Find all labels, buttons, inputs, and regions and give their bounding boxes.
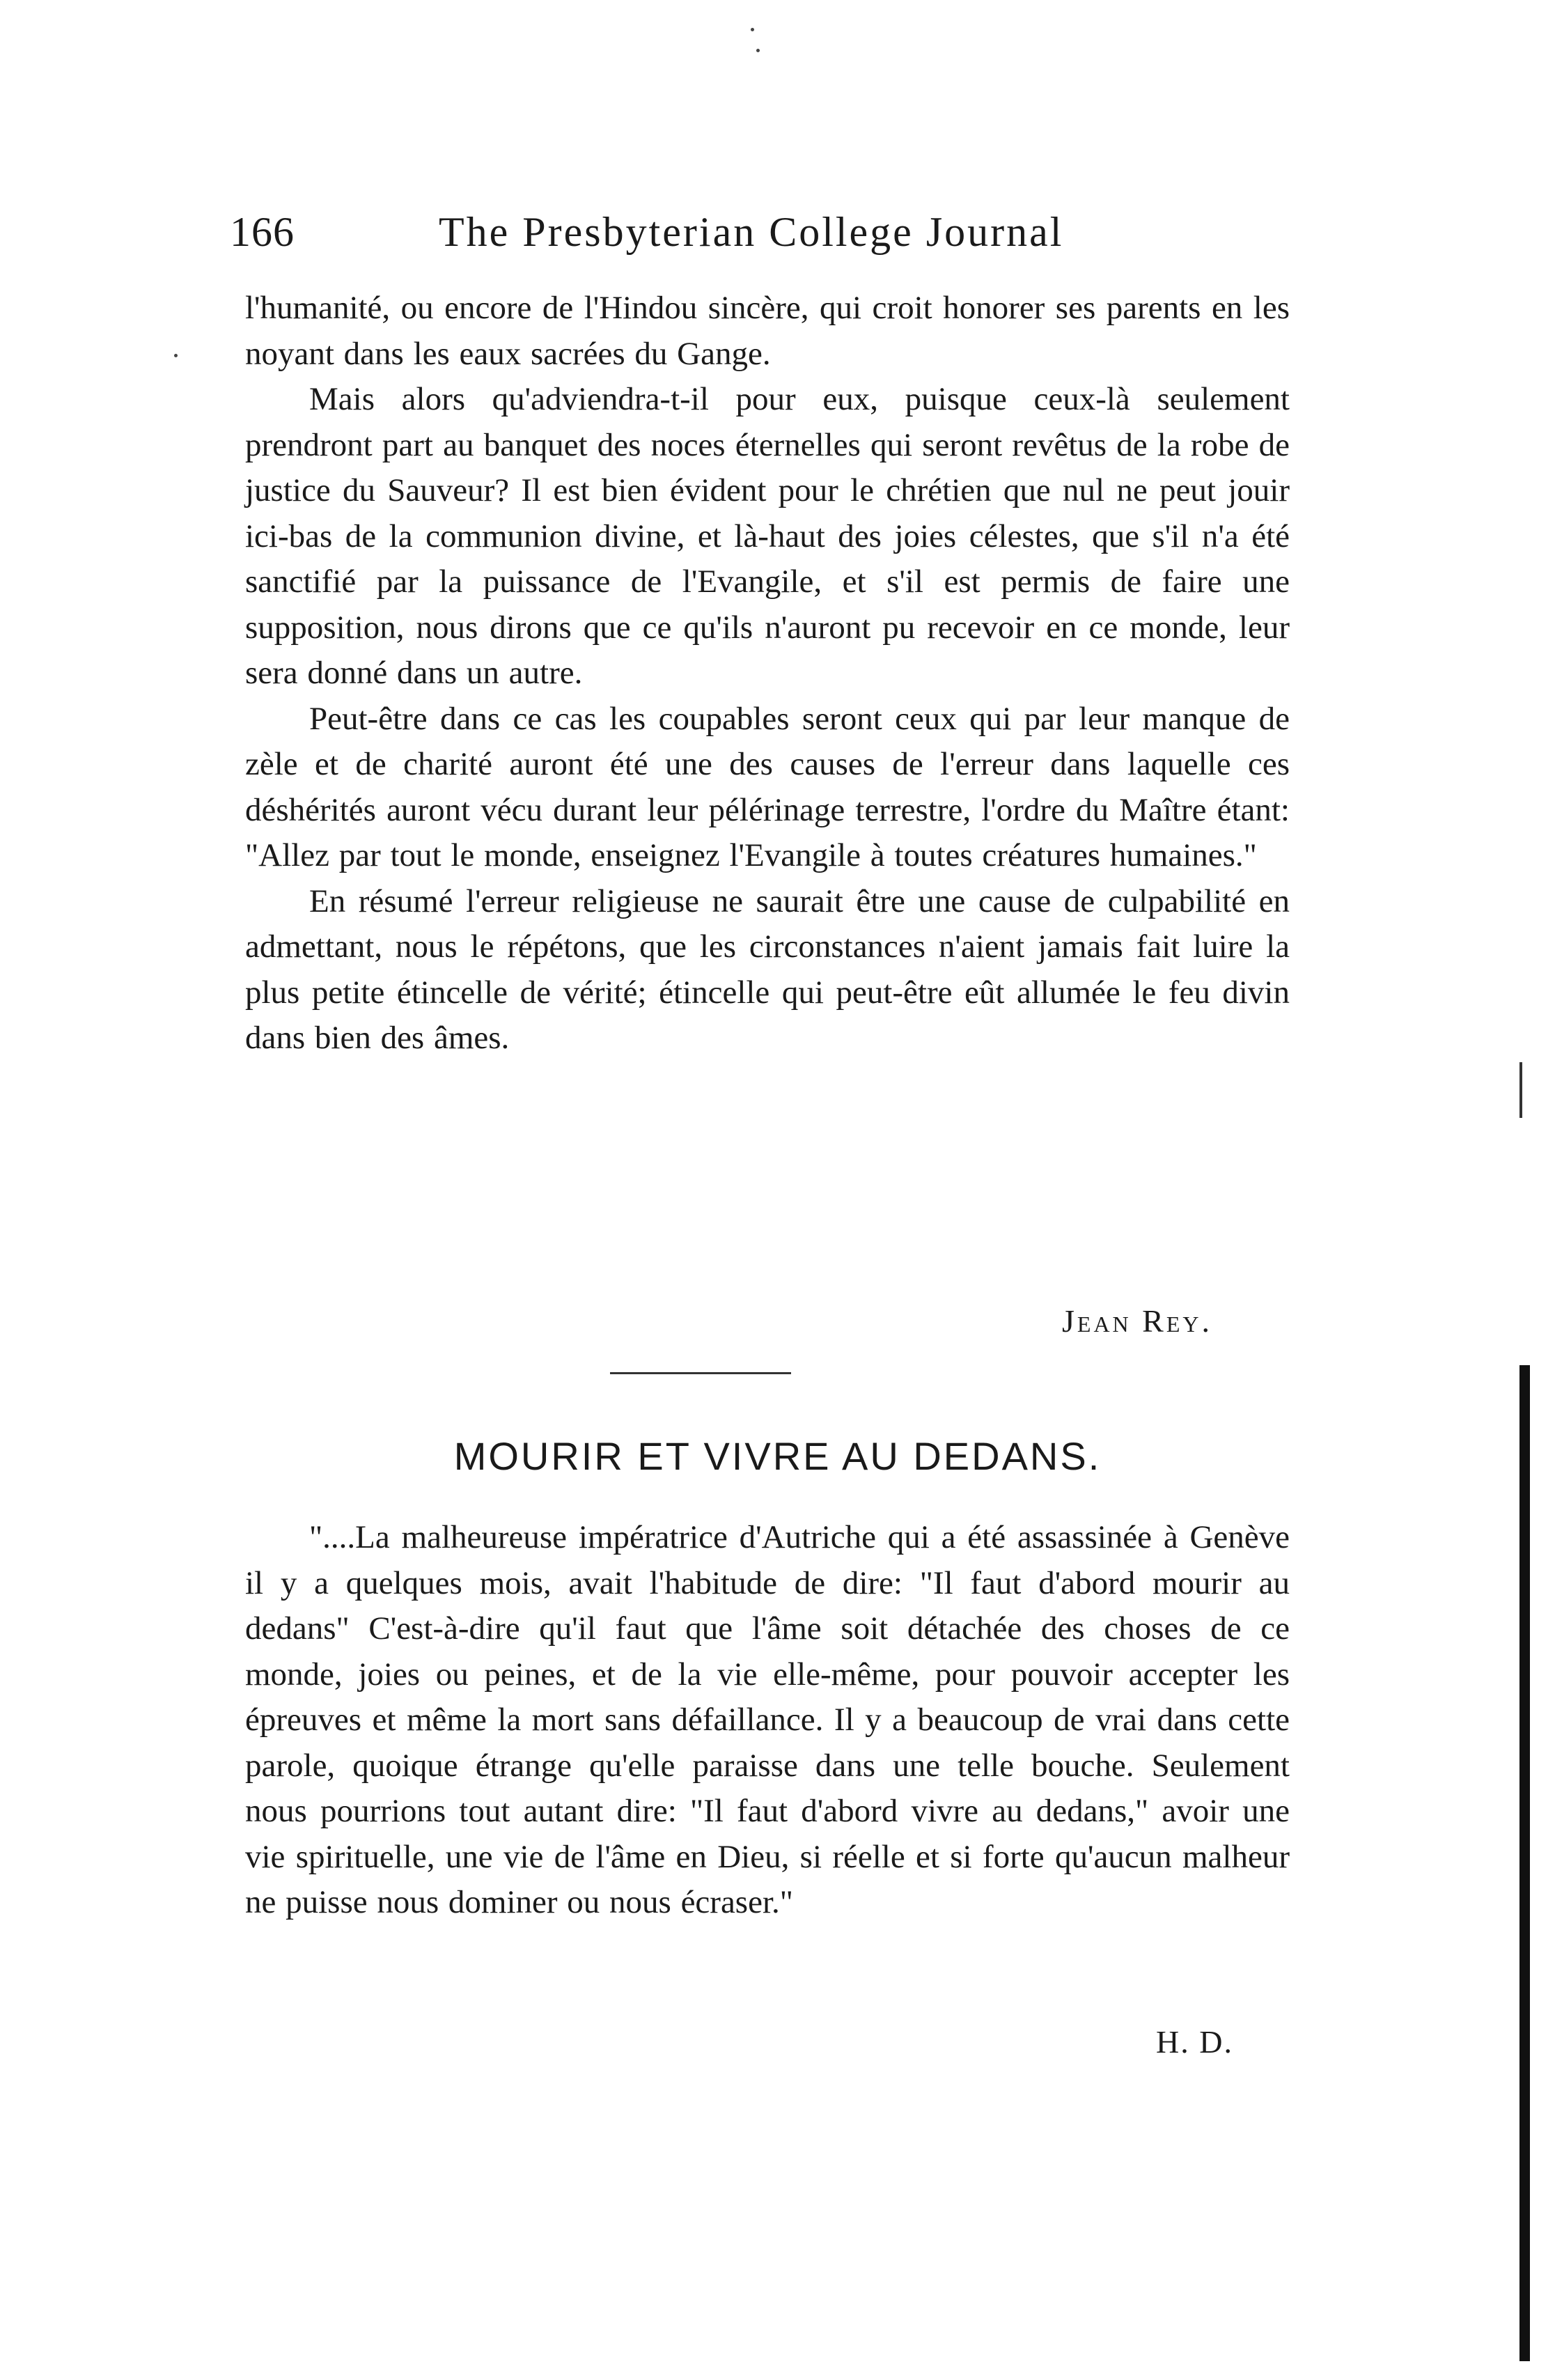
author-signature: Jean Rey. bbox=[1062, 1303, 1213, 1339]
scan-speck bbox=[174, 354, 178, 357]
author-initials: H. D. bbox=[1156, 2024, 1233, 2060]
paragraph: "....La malheureuse impératrice d'Autriche qui a été assassinée à Genève il y a quelques mois, avait l'habitude de dire: "Il faut d'abord mourir au dedans" C'est-à-dire qu'il faut que l'âme soit détachée des choses de ce monde, joies ou peines, et de la vie elle-même, pour pouvoir accepter les épreuves et même la mort sans défaillance. Il y a beaucoup de vrai dans cette parole, quoique étrange qu'elle paraisse dans une telle bouche. Seulement nous pourrions tout autant dire: "Il faut d'abord vivre au dedans," avoir une vie spirituelle, une vie de l'âme en Dieu, si réelle et si forte qu'aucun malheur ne puisse nous dominer ou nous écraser." bbox=[245, 1519, 1290, 1920]
section-divider bbox=[610, 1372, 791, 1374]
scan-edge-shadow bbox=[1519, 1365, 1530, 2361]
article-title: MOURIR ET VIVRE AU DEDANS. bbox=[453, 1434, 1102, 1478]
paragraph: En résumé l'erreur religieuse ne saurait être une cause de culpabilité en admettant, nous le répétons, que les circonstances n'aient jamais fait luire la plus petite étincelle de vérité; étincelle qui peut-être eût allumée le feu divin dans bien des âmes. bbox=[245, 882, 1290, 1056]
running-header bbox=[230, 194, 1288, 270]
paragraph: Peut-être dans ce cas les coupables seront ceux qui par leur manque de zèle et de charité auront été une des causes de l'erreur dans laquelle ces déshérités auront vécu durant leur pélérinage terrestre, l'ordre du Maître étant: "Allez par tout le monde, enseignez l'Evangile à toutes créatures humaines." bbox=[245, 700, 1290, 873]
page-number: 166 bbox=[230, 209, 295, 255]
paragraph: Mais alors qu'adviendra-t-il pour eux, puisque ceux-là seulement prendront part au banquet des noces éternelles qui seront revêtus de la robe de justice du Sauveur? Il est bien évident pour le chrétien que nul ne peut jouir ici-bas de la communion divine, et là-haut des joies célestes, que s'il n'a été sanctifié par la puissance de l'Evangile, et s'il est permis de faire une supposition, nous dirons que ce qu'ils n'auront pu recevoir en ce monde, leur sera donné dans un autre. bbox=[245, 381, 1290, 691]
article-2 bbox=[245, 1515, 1290, 1926]
running-title: The Presbyterian College Journal bbox=[439, 209, 1064, 255]
scan-edge-mark bbox=[1519, 1062, 1522, 1118]
article-1 bbox=[245, 286, 1290, 1061]
scan-speck bbox=[751, 28, 754, 31]
paragraph: l'humanité, ou encore de l'Hindou sincère, qui croit honorer ses parents en les noyant dans les eaux sacrées du Gange. bbox=[245, 290, 1290, 372]
scan-speck bbox=[756, 49, 760, 52]
